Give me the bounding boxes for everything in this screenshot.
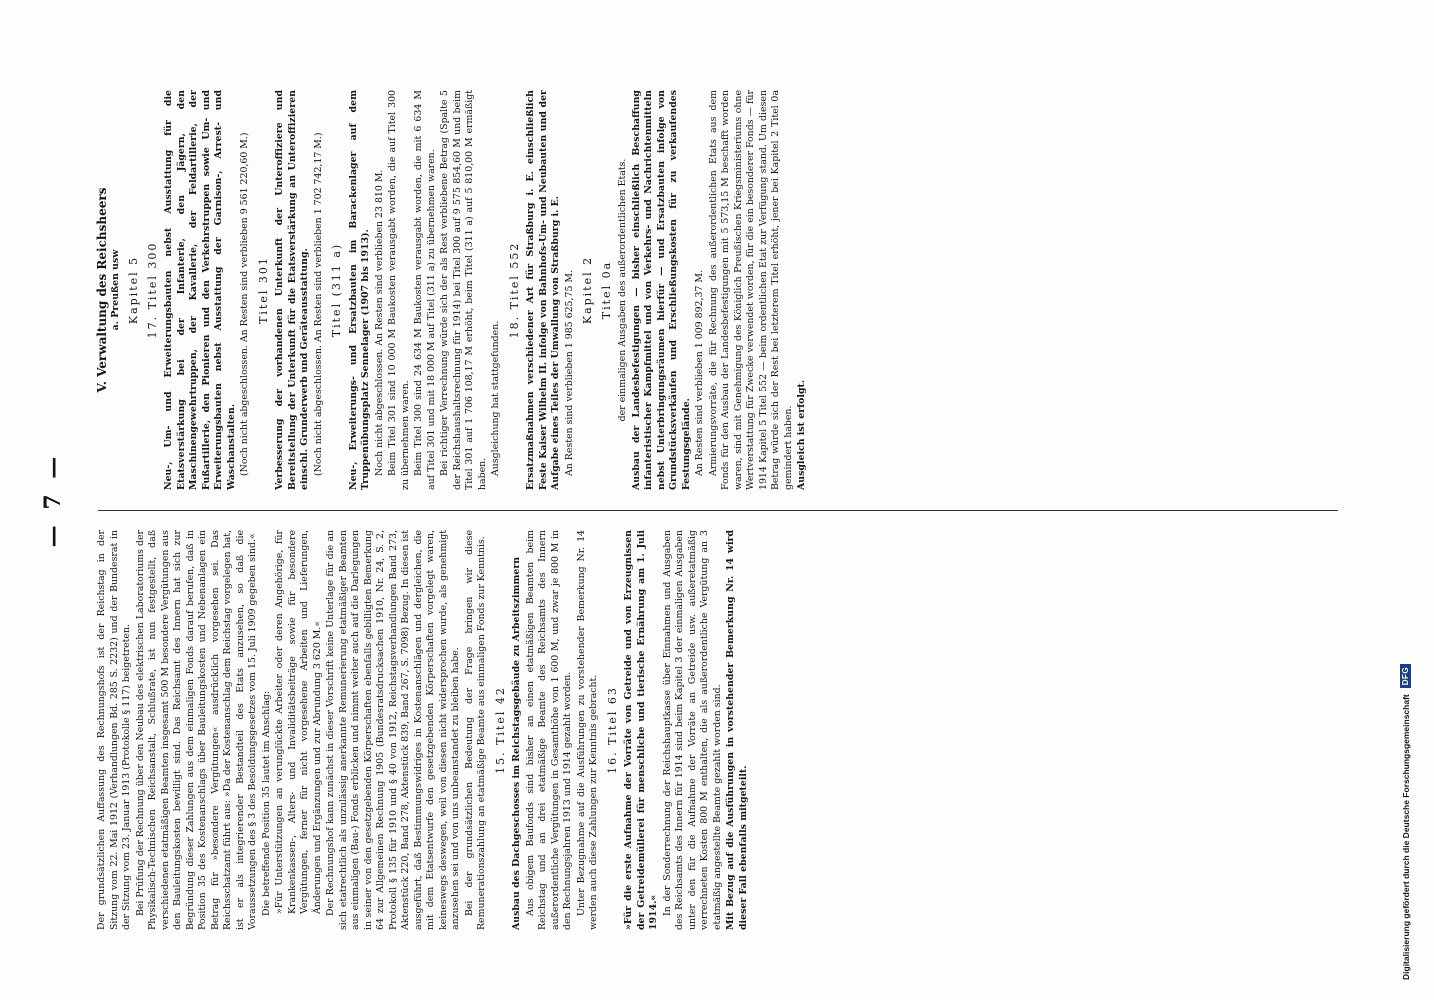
titel-subheading: Verbesserung der vorhandenen Unterkunft der Unteroffiziere und Bereitstellung der Unterkunft für die Etatsverstärkung an Unteroffizieren einschl. Grunderwerb und Geräteausstattung. — [274, 90, 310, 490]
section-subheading-15: Ausbau des Dachgeschosses im Reichstagsgebäude zu Arbeitszimmern — [511, 556, 522, 930]
paragraph: Unter Bezugnahme auf die Ausführungen zu vorstehender Bemerkung Nr. 14 werden auch diese Zahlungen zur Kenntnis gebracht. — [575, 530, 599, 930]
titel-subheading: der einmaligen Ausgaben des außerordentlichen Etats. — [617, 158, 628, 422]
paragraph: Ausgleich ist erfolgt. — [796, 379, 807, 490]
paragraph: Beim Titel 300 sind 24 634 M Baukosten verausgabt worden, die mit 6 634 M auf Titel 301 und mit 18 000 M auf Titel (311 a) zu übernehmen waren. — [413, 90, 437, 490]
digitization-credit — [1400, 20, 1411, 980]
paragraph: Der Rechnungshof kann zunächst in dieser Vorschrift keine Unterlage für die an sich etatrechtlich als unzulässig anerkannte Remunerierung etatmäßiger Beamten aus einmaligen (Bau-) Fonds erblicken und nimmt weiter auch auf die Darlegungen in seiner von den gesetzgebenden Körperschaften ebenfalls gebilligten Bemerkung 64 zur Allgemeinen Rechnung 1905 (Bundesratsdrucksachen 1910, Nr. 24, S. 2, Protokoll § 135 für 1910 und § 40 von 1912, Reichstagsverhandlungen Band 273, Aktenstück 220, Band 278, Aktenstück 839, Band 267, S. 7098) Bezug. In diesen ist ausgeführt, daß Bestimmungswidriges in Kostenanschlägen und dergleichen, die mit dem Etatsentwurfe den gesetzgebenden Körperschaften vorgelegt waren, keineswegs deswegen, weil von diesen nicht widersprochen wurde, als genehmigt anzusehen sei und von uns unbeanstandet zu bleiben habe. — [325, 530, 461, 930]
titel-heading: Titel 0a — [599, 260, 613, 320]
section-heading-15: 15. Titel 42 — [493, 686, 507, 774]
section-heading-16: 16. Titel 63 — [605, 686, 619, 774]
titel-heading: Titel (311 a) — [330, 242, 343, 338]
section-subheading-18: Ersatzmaßnahmen verschiedener Art für Straßburg i. E. einschließlich Feste Kaiser Wilhelm II. infolge von Bahnhofs-Um- und Neubauten und der Aufgabe eines Teiles der Umwallung von Straßburg i. E. — [525, 90, 561, 490]
paragraph: Mit Bezug auf die Ausführungen in vorstehender Bemerkung Nr. 14 wird dieser Fall ebenfalls mitgeteilt. — [725, 530, 749, 930]
section-heading-17: 17. Titel 300 — [145, 241, 159, 339]
subheading: a. Preußen usw — [109, 249, 121, 331]
paragraph: Bei richtiger Verrechnung würde sich der als Rest verbliebene Betrag (Spalte 5 der Reichshaushaltsrechnung für 1914) bei Titel 300 auf 9 575 854,60 M und beim Titel 301 auf 1 706 108,17 M erhöht, beim Titel (311 a) auf 5 810,00 M ermäßigt haben. — [439, 90, 488, 490]
left-column — [96, 530, 751, 930]
quote: »Für Unterstützungen an verunglückte Arbeiter oder deren Angehörige, für Krankenkassen-, Alters- und Invaliditätsbeiträge sowie für besondere Vergütungen, ferner für nicht vorgesehene Arbeiten und Lieferungen, Änderungen und Ergänzungen und zur Abrundung 3 620 M.« — [274, 530, 323, 914]
paragraph: An Resten sind verblieben 1 985 625,75 M. — [563, 270, 575, 476]
paragraph: Bei der grundsätzlichen Bedeutung der Frage bringen wir diese Remunerationszahlung an etatmäßige Beamte aus einmaligen Fonds zur Kenntnis. — [463, 530, 487, 930]
paragraph: An Resten sind verblieben 1 009 892,37 M. — [694, 270, 705, 476]
paragraph: Ausgleichung hat stattgefunden. — [490, 320, 501, 476]
kapitel-heading: Kapitel 2 — [581, 255, 594, 325]
credit-text: Digitalisierung gefördert durch die Deutsche Forschungsgemeinschaft — [1400, 694, 1411, 980]
paragraph: Die betreffende Position 35 lautet im Anschlag: — [260, 690, 272, 916]
titel-subheading: Neu-, Erweiterungs- und Ersatzbauten im Barackenlager auf dem Truppenübungsplatz Sennelager (1907 bis 1913). — [347, 90, 371, 490]
page-number: — 7 — — [40, 452, 66, 548]
paragraph: Bei Prüfung der Rechnung über den Neubau des elektrischen Laboratoriums der Physikalisch-Technischen Reichsanstalt, Schlußrate, ist nun festgestellt, daß verschiedenen etatmäßigen Beamten insgesamt 500 M besondere Vergütungen aus den Bauleitungskosten bewilligt sind. Das Reichsamt des Innern hat sich zur Begründung dieser Zahlungen aus dem einmaligen Fonds darauf berufen, daß in Position 35 des Kostenanschlags über Bauleitungskosten und Nebenanlagen ein Betrag für »besondere Vergütungen« ausdrücklich vorgesehen sei. Das Reichsschatzamt führt aus: »Da der Kostenanschlag dem Reichstag vorgelegen hat, ist er als integrierender Bestandteil des Etats anzusehen, so daß die Voraussetzungen des § 3 des Besoldungsgesetzes vom 15. Juli 1909 gegeben sind.« — [134, 530, 258, 930]
section-subheading-17: Neu-, Um- und Erweiterungsbauten nebst Ausstattung für die Etatsverstärkung bei der Infanterie, den Jägern, den Maschinengewehrtruppen, der Kavallerie, der Feldartillerie, der Fußartillerie, den Pionieren und den Verkehrstruppen sowie Um- und Erweiterungsbauten nebst Ausstattung der Garnison-, Arrest- und Waschanstalten. — [163, 90, 237, 490]
section-subheading-16: »Für die erste Aufnahme der Vorräte von Getreide und von Erzeugnissen der Getreidemüllerei für menschliche und tierische Ernährung am 1. Juli 1914.« — [623, 530, 659, 930]
dfg-logo: DFG — [1400, 664, 1411, 688]
titel-heading: Titel 301 — [256, 256, 270, 324]
section-heading-18: 18. Titel 552 — [507, 241, 521, 339]
column-divider — [98, 510, 1338, 511]
paragraph: (Noch nicht abgeschlossen. An Resten sind verblieben 9 561 220,60 M.) — [239, 132, 250, 476]
titel-subheading: Ausbau der Landesbefestigungen — bisher einschließlich Beschaffung infanteristischer Kampfmittel und von Verkehrs- und Nachrichtenmitteln nebst Unterbringungsräumen hierfür — und Ersatzbauten infolge von Grundstücksverkäufen und Erschließungskosten für zu verkaufendes Festungsgelände. — [630, 90, 692, 490]
paragraph: Der grundsätzlichen Auffassung des Rechnungshofs ist der Reichstag in der Sitzung vom 22. Mai 1912 (Verhandlungen Bd. 285 S. 2232) und der Bundesrat in der Sitzung vom 23. Januar 1913 (Protokolle § 117) beigetreten. — [96, 530, 132, 930]
kapitel-heading: Kapitel 5 — [127, 255, 140, 325]
right-column — [96, 90, 810, 490]
paragraph: In der Sonderrechnung der Reichshauptkasse über Einnahmen und Ausgaben des Reichsamts des Innern für 1914 sind beim Kapitel 3 der einmaligen Ausgaben unter den für die Aufnahme der Vorräte an Getreide usw. außeretatmäßig verrechneten Kosten 800 M enthalten, die als außerordentliche Vergütung an 3 etatmäßig angestellte Beamte gezahlt worden sind. — [661, 530, 723, 930]
chapter-heading: V. Verwaltung des Reichsheers — [95, 187, 109, 393]
paragraph: Noch nicht abgeschlossen. An Resten sind verblieben 23 810 M. — [373, 169, 385, 476]
paragraph: Aus obigem Baufonds sind bisher an einen etatmäßigen Beamten beim Reichstag und an drei etatmäßige Beamte des Reichsamts des Innern außerordentliche Vergütungen in Gesamthöhe von 1 600 M, und zwar je 800 M in den Rechnungsjahren 1913 und 1914 gezahlt worden. — [524, 530, 573, 930]
paragraph: (Noch nicht abgeschlossen. An Resten sind verblieben 1 702 742,17 M.) — [312, 132, 324, 476]
paragraph: Beim Titel 301 sind 10 000 M Baukosten verausgabt worden, die auf Titel 300 zu übernehmen waren. — [387, 90, 411, 490]
paragraph: Armierungsvorräte, die für Rechnung des außerordentlichen Etats aus dem Fonds für den Ausbau der Landesbefestigungen mit 5 573,15 M beschafft worden waren, sind mit Genehmigung des Königlich Preußischen Kriegsministeriums ohne Wertverstattung für Zwecke verwendet worden, für die ein besonderer Fonds — für 1914 Kapitel 5 Titel 552 — beim ordentlichen Etat zur Verfügung stand. Um diesen Betrag würde sich der Rest bei letzterem Titel erhöht, jener bei Kapitel 2 Titel 0a gemindert haben. — [707, 90, 794, 490]
